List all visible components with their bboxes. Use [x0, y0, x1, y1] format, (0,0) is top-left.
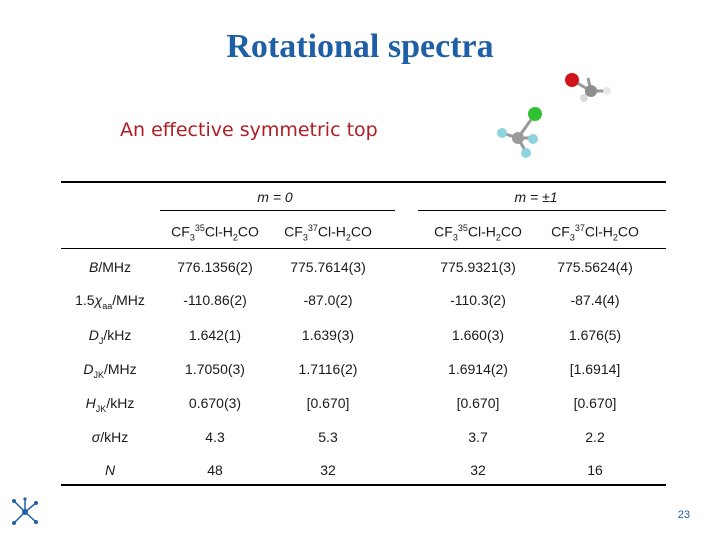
molecule-model-image — [488, 66, 618, 166]
column-header-part: CF — [171, 223, 190, 240]
row-label-part: D — [83, 361, 94, 377]
row-label-part: H — [85, 395, 96, 411]
column-header-part: CO — [617, 223, 639, 240]
row-label-part: /MHz — [103, 361, 137, 377]
column-header-part: CF — [284, 223, 303, 240]
table-top-rule — [61, 181, 666, 183]
table-cell: 776.1356(2) — [177, 259, 253, 275]
column-header-part: 35 — [194, 223, 205, 233]
group-header-m1: m = ±1 — [514, 189, 558, 205]
row-label-part: JK — [93, 369, 104, 380]
table-cell: [0.670] — [306, 395, 350, 411]
column-header-part: 3 — [189, 232, 195, 243]
row-label-symbol: B — [88, 259, 99, 275]
row-label — [60, 292, 160, 311]
row-label-unit: /MHz — [98, 259, 131, 275]
row-label — [60, 259, 160, 275]
table-cell: 2.2 — [585, 429, 605, 445]
table-cell: [0.670] — [573, 395, 617, 411]
row-label-part: aa — [102, 300, 113, 311]
table-cell: 775.9321(3) — [440, 259, 516, 275]
row-label-part: N — [104, 462, 116, 478]
table-cell: 0.670(3) — [188, 395, 242, 411]
column-header-part: Cl-H — [467, 223, 496, 240]
network-logo-icon — [10, 497, 40, 527]
column-header — [268, 223, 388, 242]
table-cell: 775.5624(4) — [557, 259, 633, 275]
row-label — [60, 395, 160, 414]
row-label — [60, 462, 160, 481]
table-cell: -110.86(2) — [183, 292, 247, 308]
table-cell: [0.670] — [456, 395, 500, 411]
table-cell: -87.4(4) — [570, 292, 620, 308]
column-header-part: 2 — [612, 232, 618, 243]
page-number: 23 — [677, 509, 690, 521]
column-header-part: CF — [551, 223, 570, 240]
column-header-part: 35 — [457, 223, 468, 233]
table-cell: 5.3 — [318, 429, 338, 445]
table-cell: 1.7116(2) — [298, 361, 358, 377]
header-bottom-rule — [61, 248, 666, 249]
table-cell: 1.7050(3) — [185, 361, 245, 377]
table-cell: 32 — [320, 462, 336, 478]
row-label-part: /kHz — [100, 429, 129, 445]
table-cell: 3.7 — [468, 429, 488, 445]
row-label-part: /kHz — [103, 327, 132, 343]
column-header-part: 3 — [569, 232, 575, 243]
table-cell: [1.6914] — [569, 361, 621, 377]
column-header-part: 37 — [307, 223, 318, 233]
row-label-part: JK — [95, 403, 107, 414]
group-rule-right — [418, 210, 666, 211]
table-cell: 32 — [470, 462, 486, 478]
column-header-part: 2 — [345, 232, 351, 243]
row-label — [60, 327, 160, 346]
table-cell: 1.6914(2) — [448, 361, 508, 377]
column-header-part: Cl-H — [317, 223, 346, 240]
table-cell: 1.639(3) — [301, 327, 355, 343]
column-header-part: CO — [237, 223, 259, 240]
table-cell: 16 — [587, 462, 603, 478]
column-header — [418, 223, 538, 242]
column-header-part: 2 — [495, 232, 501, 243]
column-header-part: 3 — [302, 232, 308, 243]
slide-subtitle: An effective symmetric top — [120, 119, 378, 141]
table-cell: 4.3 — [205, 429, 225, 445]
table-bottom-rule — [61, 484, 666, 486]
table-cell: -87.0(2) — [303, 292, 353, 308]
column-header-part: CO — [350, 223, 372, 240]
row-label-part: /kHz — [106, 395, 135, 411]
column-header-part: CO — [500, 223, 522, 240]
group-header-m0: m = 0 — [257, 189, 293, 205]
table-cell: 775.7614(3) — [290, 259, 366, 275]
table-cell: 1.642(1) — [188, 327, 242, 343]
row-label-part: D — [88, 327, 99, 343]
table-cell: 1.676(5) — [568, 327, 622, 343]
row-label-part: J — [98, 335, 104, 346]
column-header-part: Cl-H — [204, 223, 233, 240]
column-header-part: 37 — [574, 223, 585, 233]
column-header-part: Cl-H — [584, 223, 613, 240]
slide-title: Rotational spectra — [226, 28, 494, 65]
column-header-part: 2 — [232, 232, 238, 243]
row-label — [60, 429, 160, 448]
table-cell: -110.3(2) — [450, 292, 506, 308]
table-cell: 48 — [207, 462, 223, 478]
group-rule-left — [160, 210, 395, 211]
table-cell: 1.660(3) — [451, 327, 505, 343]
column-header — [535, 223, 655, 242]
column-header-part: 3 — [452, 232, 458, 243]
column-header — [155, 223, 275, 242]
row-label-part: 1.5 — [75, 292, 95, 308]
row-label-part: χ — [94, 292, 103, 308]
row-label-part: /MHz — [112, 292, 145, 308]
column-header-part: CF — [434, 223, 453, 240]
row-label-part: σ — [91, 429, 101, 445]
row-label — [60, 361, 160, 380]
